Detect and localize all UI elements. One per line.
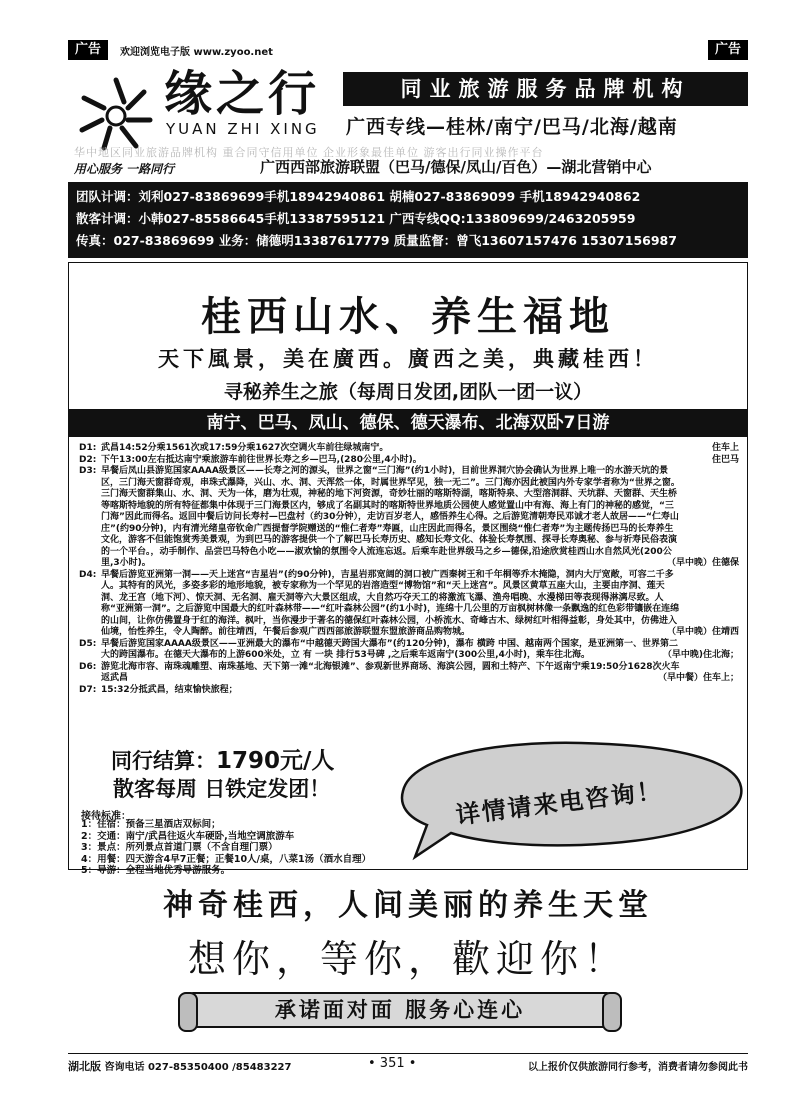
footer-phone: 咨询电话 027-85350400 /85483227 [104,1062,292,1073]
inquiry-callout: 详情请来电咨询！ [454,775,665,830]
weekly-departure: 散客每周 日铁定发团！ [113,777,331,801]
day-label: D3: [79,466,97,476]
contact-row: 传真：027-83869699 业务：储德明13387617779 质量监督：曾飞13607157476 15307156987 [76,233,677,248]
standards-list [81,819,371,877]
credential-line: 华中地区同业旅游品牌机构 重合同守信用单位 企业形象最佳单位 游客出行同业操作平台 [74,146,544,159]
header [68,66,748,178]
day-text: 早餐后凤山县游览国家AAAA级景区——长寿之河的源头，世界之窗“三门海”(约1小时)，目前世界洞穴协会确认为世界上唯一的水游天坑的景区，三门海天窗群奇观，串珠式瀑降，兴山、水、洞、天浑然一体，时属世界罕见，独一无二”。三门海亦因此被国内外专家学者称为“世界之窗。三门海天窗群集山、水、洞、天为一体，磨为壮观，神秘的地下河资源，奇妙壮丽的喀斯特湖，喀斯特泉、大型溶洞群、天坑群、天窗群、天生桥等喀斯特地貌的所有特征都集中体现于三门海景区内，够成了名副其时的喀斯特世界地质公园使人感觉置山中有海、海上有门的神秘的感觉，“三门海”因此而得名。返回中餐后访问长寿村—巴盘村（约30分钟），走访百岁老人，感悟养生心得。之后游览清朝寿民邓诚才老人故居——“仁寿山庄”(约90分钟)，内有清光绪皇帝钦命广西提督学院赠送的“惟仁者寿”寿匾，山庄因此而得名，景区围绕“惟仁者寿”为主题传扬巴马的长寿养生文化，游客不但能饱赏秀美景观，为到巴马的游客提供一个了解巴马长寿历史、感知长寿文化、体验长寿氛围、探寻长寿奥秘、参与祈寿民俗表演的一个平台。，动手制作、品尝巴马特色小吃——淑欢愉的氛围令人流连忘返。后乘车赴世界级马之乡—德保,沿途欣赏桂西山水自然风光(200公里,3小时)。 [101,466,680,568]
edition-label: 湖北版 [68,1060,101,1073]
page-number: • 351 • [368,1056,417,1071]
day-note: （早中餐）住车上； [657,673,739,683]
footer-disclaimer: 以上报价仅供旅游同行参考，消费者请勿参阅此书 [528,1062,748,1073]
standard-item: 5：导游：全程当地优秀导游服务。 [81,865,231,876]
day-text: 早餐后游览国家AAAA级景区——亚洲最大的瀑布“中越德天跨国大瀑布”(约120分钟)，瀑布 横跨 中国、越南两个国家，是亚洲第一、世界第二大的跨国瀑布。在德天大瀑布的上游600米处，立 有 一块 排行53号碑 ,之后乘车返南宁(300公里,4小时)，乘车往北海。 [101,638,678,660]
day-text: 早餐后游览亚洲第一洞——天上迷宫“吉星岩”(约90分钟)，吉星岩那宽阔的洞口被广西秦树王和千年桐等乔木掩隐，洞内大厅宽敞，可容二千多人。其特有的风光，多姿多彩的地形地貌，被专家称为一个罕见的岩溶造型“博物馆”和“天上迷宫”。风景区黄草五座大山，主要由序洞、莲天洞、龙王宫（地下河）、惊天洞、无名洞、雇天洞等六大景区组成，大自然巧夺天工的将激流飞瀑、渔舟唱晚、水漫梯田等表现得淋漓尽致。人称“亚洲第一洞”。之后游览中国最大的红叶森林带——“红叶森林公园”(约1小时)，连绵十几公里的万亩枫树林像一条飘逸的红色彩带镶嵌在连绵的山间，让你仿佛置身于红的海洋。枫叶，当你漫步于著名的德保红叶森林公园，小桥流水、奇峰古木、绿树红叶相得益彰，身处其中，仿佛进入仙境，怡性养生，令人陶醉。前往靖西，午餐后参观广西西部旅游联盟东盟旅游商品购物城。 [101,569,680,637]
star-logo-icon [76,74,156,154]
day-label: D5: [79,638,97,649]
footer-contact [68,1058,291,1074]
logo-english-name: YUAN ZHI XING [166,120,320,138]
itinerary-day [79,466,739,570]
day-text: 下午13:00左右抵达南宁乘旅游车前往世界长寿之乡—巴马,(280公里,4小时)。 [101,454,422,465]
day-note: （早中晚)住北海； [662,650,739,660]
standard-item: 4：用餐：四天游含4早7正餐；正餐10人/桌，八菜1汤（酒水自理） [81,853,372,865]
alliance-line: 广西西部旅游联盟（巴马/德保/凤山/百色）—湖北营销中心 [260,158,652,176]
logo-chinese-name: 缘之行 [164,66,321,122]
day-label: D2: [79,454,97,465]
promise-banner [190,992,610,1028]
top-bar [68,40,748,62]
itinerary-day [79,443,739,455]
itinerary-day [79,685,739,697]
standard-item: 3：景点：所列景点首道门票（不含自理门票） [81,842,278,853]
itinerary-day [79,455,739,467]
standards-title: 接待标准： [81,811,131,822]
slogan: 用心服务 一路同行 [74,162,175,176]
itinerary-day [79,639,739,662]
day-label: D1: [79,443,97,453]
itinerary-day [79,570,739,639]
day-note: （早中晚）住德保 [666,558,739,568]
day-note: 住巴马 [711,454,739,465]
closing-line-1: 神奇桂西，人间美丽的养生天堂 [163,888,653,923]
closing-line-2: 想你，等你，歡迎你！ [187,937,628,981]
day-note: 住车上 [711,443,739,453]
main-title: 桂西山水、养生福地 [201,293,615,340]
day-note: （早中晚）住靖西 [666,627,739,637]
ad-tag-left: 广告 [68,40,108,60]
contact-row: 散客计调：小韩027-85586645手机13387595121 广西专线QQ:133809699/2463205959 [76,211,636,226]
day-label: D4: [79,569,97,580]
day-label: D7: [79,684,97,695]
contact-row: 团队计调：刘利027-83869699手机18942940861 胡楠027-83869099 手机18942940862 [76,189,641,204]
day-label: D6: [79,661,97,672]
day-text: 15:32分抵武昌，结束愉快旅程； [101,684,238,695]
day-text: 武昌14:52分乘1561次或17:59分乘1627次空调火车前往绿城南宁。 [101,443,389,453]
price-label: 同行结算： [111,749,216,773]
brand-banner: 同业旅游服务品牌机构 [343,72,748,106]
itinerary-day [79,662,739,685]
footer [68,1053,748,1073]
ad-tag-right: 广告 [708,40,748,60]
day-text: 游览北海市容、南珠魂雕塑、南珠基地、天下第一滩“北海银滩”、参观新世界商场、海滨公园，圆和土特产、下午返南宁乘19:50分1628次火车返武昌 [101,661,680,683]
tour-name: 寻秘养生之旅（每周日发团,团队一团一议） [223,381,593,403]
promise-banner-text: 承诺面对面 服务心连心 [274,998,526,1022]
itinerary [79,443,739,696]
price-line [111,747,334,775]
route-line: 广西专线—桂林/南宁/巴马/北海/越南 [346,116,678,138]
price-value: 1790元/人 [216,748,335,774]
tour-box [68,262,748,876]
welcome-text: 欢迎浏览电子版 www.zyoo.net [120,47,273,58]
main-subtitle: 天下風景，美在廣西。廣西之美，典藏桂西！ [158,346,658,371]
standard-item: 1：住宿：预备三星酒店双标间； [81,819,221,830]
route-band: 南宁、巴马、凤山、德保、德天瀑布、北海双卧7日游 [69,409,747,437]
contact-block [68,182,748,258]
standard-item: 2：交通：南宁/武昌往返火车硬卧,当地空调旅游车 [81,830,295,842]
